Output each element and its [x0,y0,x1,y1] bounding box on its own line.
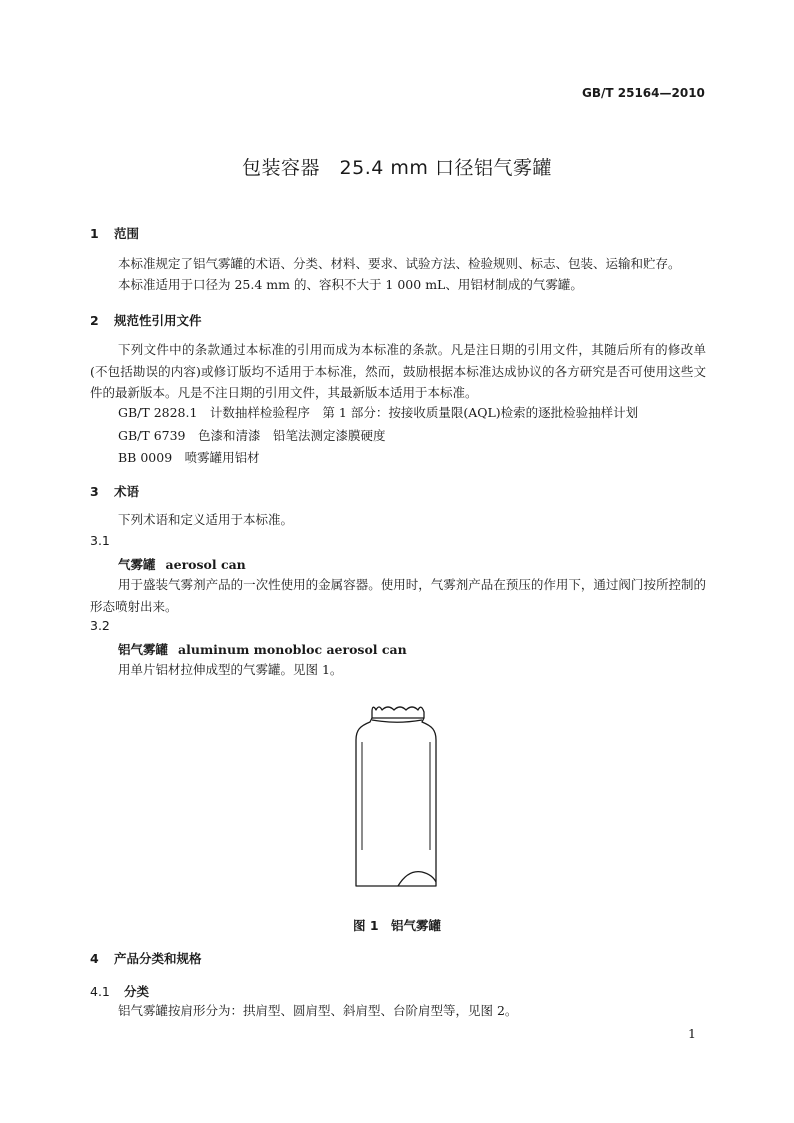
document-title: 包装容器 25.4 mm 口径铝气雾罐 [242,157,552,179]
can-curl [372,707,424,718]
term-chinese: 铝气雾罐 [118,642,169,657]
reference-item: BB 0009 喷雾罐用铝材 [118,450,260,465]
section-4-1-paragraph: 铝气雾罐按肩形分为：拱肩型、圆肩型、斜肩型、台阶肩型等，见图 2。 [118,1003,518,1018]
section-4-1-heading [90,982,149,1000]
term-3-2-definition: 用单片铝材拉伸成型的气雾罐。见图 1。 [118,662,343,677]
term-3-1-number: 3.1 [90,533,110,548]
aerosol-can-figure [340,700,452,900]
section-number: 1 [90,226,99,241]
section-title: 产品分类和规格 [114,951,202,966]
section-3-heading [90,482,139,500]
section-1-heading [90,224,139,242]
page-number: 1 [688,1026,696,1041]
term-english: aerosol can [165,557,246,572]
section-number: 2 [90,313,99,328]
section-1-paragraph-1: 本标准规定了铝气雾罐的术语、分类、材料、要求、试验方法、检验规则、标志、包装、运输和贮存。 [118,256,681,271]
term-3-2 [118,640,407,658]
section-title: 范围 [114,226,140,241]
section-2-paragraph: 下列文件中的条款通过本标准的引用而成为本标准的条款。凡是注日期的引用文件，其随后所有的修改单(不包括勘误的内容)或修订版均不适用于本标准，然而，鼓励根据本标准达成协议的各方研究是否可使用这些文件的最新版本。凡是不注日期的引用文件，其最新版本适用于本标准。 [90,342,706,400]
standard-number: GB/T 25164—2010 [582,86,705,100]
section-number: 3 [90,484,99,499]
subsection-number: 4.1 [90,984,110,999]
reference-item: GB/T 2828.1 计数抽样检验程序 第 1 部分：按接收质量限(AQL)检索的逐批检验抽样计划 [118,405,639,420]
term-chinese: 气雾罐 [118,557,156,572]
can-neck-line [372,720,422,722]
section-2-heading [90,311,202,329]
section-number: 4 [90,951,99,966]
section-3-paragraph: 下列术语和定义适用于本标准。 [118,512,294,527]
section-title: 规范性引用文件 [114,313,202,328]
figure-caption: 图 1 铝气雾罐 [352,918,442,933]
section-1-paragraph-2: 本标准适用于口径为 25.4 mm 的、容积不大于 1 000 mL、用铝材制成的气雾罐。 [118,277,583,292]
can-body [356,718,436,886]
section-4-heading [90,949,202,967]
subsection-title: 分类 [124,984,150,999]
term-3-2-number: 3.2 [90,618,110,633]
reference-item: GB/T 6739 色漆和清漆 铅笔法测定漆膜硬度 [118,428,386,443]
term-3-1 [118,555,246,573]
term-3-1-definition: 用于盛装气雾剂产品的一次性使用的金属容器。使用时，气雾剂产品在预压的作用下，通过阀门按所控制的形态喷射出来。 [90,577,706,614]
can-base-dome [398,872,436,886]
section-title: 术语 [114,484,140,499]
term-english: aluminum monobloc aerosol can [178,642,407,657]
